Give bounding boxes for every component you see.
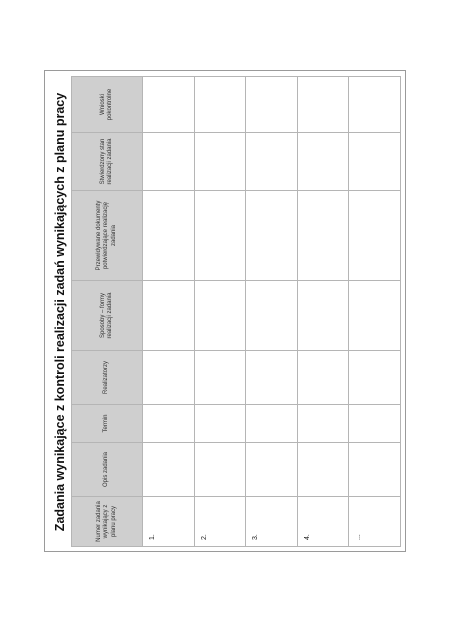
table-cell[interactable] bbox=[194, 77, 246, 133]
table-cell[interactable] bbox=[143, 405, 195, 443]
table-cell[interactable] bbox=[297, 443, 349, 497]
table-row bbox=[349, 77, 401, 547]
table-cell[interactable] bbox=[246, 351, 298, 405]
table-cell[interactable] bbox=[246, 281, 298, 351]
table-cell[interactable] bbox=[349, 351, 401, 405]
table-cell[interactable] bbox=[194, 191, 246, 281]
table-cell[interactable] bbox=[143, 77, 195, 133]
column-header: Numer zadania wynikający z planu pracy bbox=[72, 497, 143, 547]
table-cell[interactable] bbox=[246, 191, 298, 281]
row-number: 3. bbox=[246, 497, 298, 547]
row-number: 1. bbox=[143, 497, 195, 547]
row-number: 4. bbox=[297, 497, 349, 547]
table-cell[interactable] bbox=[349, 191, 401, 281]
table-cell[interactable] bbox=[246, 443, 298, 497]
column-header: Termin bbox=[72, 405, 143, 443]
column-header: Realizatorzy bbox=[72, 351, 143, 405]
table-cell[interactable] bbox=[194, 281, 246, 351]
table-cell[interactable] bbox=[297, 281, 349, 351]
header-row bbox=[72, 77, 143, 547]
table-cell[interactable] bbox=[143, 191, 195, 281]
document-title: Zadania wynikające z kontroli realizacji zadań wynikających z planu pracy bbox=[53, 92, 67, 532]
table-cell[interactable] bbox=[349, 443, 401, 497]
table-cell[interactable] bbox=[194, 351, 246, 405]
column-header: Przewidywane dokumenty potwierdzające realizację zadania bbox=[72, 191, 143, 281]
table-row bbox=[246, 77, 298, 547]
table-cell[interactable] bbox=[349, 133, 401, 191]
row-number: ... bbox=[349, 497, 401, 547]
table-cell[interactable] bbox=[246, 133, 298, 191]
control-table bbox=[71, 76, 401, 547]
table-cell[interactable] bbox=[297, 77, 349, 133]
rotated-content bbox=[45, 71, 407, 553]
table-row bbox=[143, 77, 195, 547]
table-cell[interactable] bbox=[349, 281, 401, 351]
table-cell[interactable] bbox=[297, 191, 349, 281]
column-header: Wnioski pokontrolne bbox=[72, 77, 143, 133]
table-cell[interactable] bbox=[143, 133, 195, 191]
table-cell[interactable] bbox=[143, 351, 195, 405]
table-cell[interactable] bbox=[246, 405, 298, 443]
table-cell[interactable] bbox=[297, 405, 349, 443]
table-cell[interactable] bbox=[194, 133, 246, 191]
row-number: 2. bbox=[194, 497, 246, 547]
table-cell[interactable] bbox=[143, 443, 195, 497]
table-row bbox=[194, 77, 246, 547]
column-header: Stwierdzony stan realizacji zadania bbox=[72, 133, 143, 191]
table-row bbox=[297, 77, 349, 547]
table-cell[interactable] bbox=[349, 405, 401, 443]
table-cell[interactable] bbox=[194, 405, 246, 443]
table-cell[interactable] bbox=[297, 133, 349, 191]
table-cell[interactable] bbox=[349, 77, 401, 133]
column-header: Sposoby – formy realizacji zadania bbox=[72, 281, 143, 351]
document-page bbox=[44, 70, 406, 552]
table-cell[interactable] bbox=[246, 77, 298, 133]
table-cell[interactable] bbox=[297, 351, 349, 405]
column-header: Opis zadania bbox=[72, 443, 143, 497]
table-cell[interactable] bbox=[143, 281, 195, 351]
table-cell[interactable] bbox=[194, 443, 246, 497]
